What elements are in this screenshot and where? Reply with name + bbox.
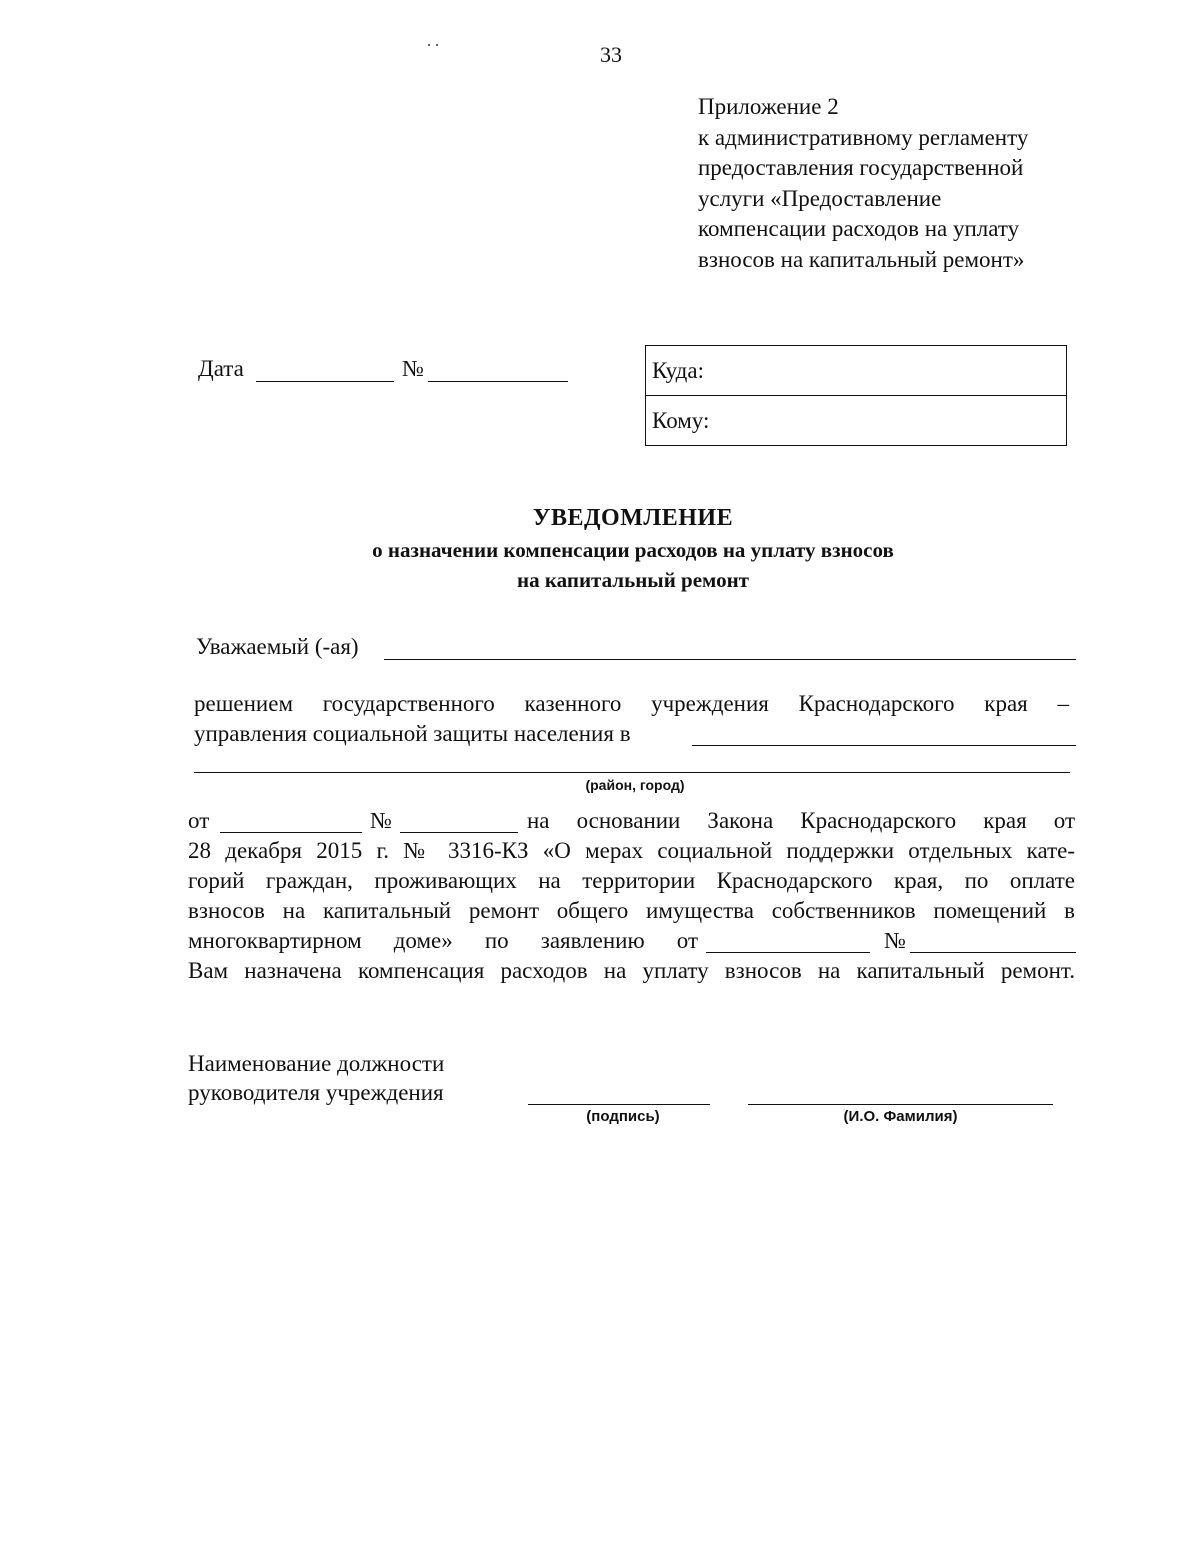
district-blank-field[interactable] [692, 745, 1076, 746]
to-whom-label: Кому: [652, 408, 710, 433]
date-label: Дата [198, 356, 244, 381]
salutation-label: Уважаемый (-ая) [196, 634, 359, 659]
address-box-divider [646, 395, 1066, 396]
scan-speck [428, 44, 430, 46]
appendix-line: взносов на капитальный ремонт» [698, 246, 1025, 272]
district-caption: (район, город) [585, 777, 685, 793]
document-subtitle-line: на капитальный ремонт [517, 568, 749, 592]
paragraph-line: 28 декабря 2015 г. № 3316-КЗ «О мерах социальной поддержки отдельных кате- [188, 838, 1075, 863]
paragraph-line: Вам назначена компенсация расходов на уплату взносов на капитальный ремонт. [188, 958, 1075, 983]
position-title-line: руководителя учреждения [188, 1080, 444, 1105]
position-title-line: Наименование должности [188, 1051, 445, 1076]
decision-number-label: № [370, 808, 392, 833]
from-label: от [188, 808, 210, 833]
application-number-label: № [884, 928, 906, 953]
appendix-line: к административному регламенту [698, 124, 1029, 150]
paragraph-line: горий граждан, проживающих на территории Краснодарского края, по оплате [188, 868, 1075, 893]
appendix-line: Приложение 2 [698, 94, 839, 119]
to-where-label: Куда: [652, 358, 704, 383]
full-name-blank-field[interactable] [748, 1104, 1053, 1105]
number-label: № [402, 356, 424, 381]
paragraph-line: взносов на капитальный ремонт общего имущества собственников помещений в [188, 898, 1075, 923]
document-subtitle-line: о назначении компенсации расходов на уплату взносов [372, 538, 894, 562]
decision-date-blank-field[interactable] [220, 832, 362, 833]
district-blank-field-continued[interactable] [194, 772, 1070, 773]
application-number-blank-field[interactable] [910, 952, 1076, 953]
decision-text-line: управления социальной защиты населения в [194, 721, 631, 746]
document-title: УВЕДОМЛЕНИЕ [532, 505, 734, 531]
decision-text-line: решением государственного казенного учреждения Краснодарского края – [194, 691, 1069, 716]
full-name-caption: (И.О. Фамилия) [843, 1108, 958, 1125]
scan-speck [436, 44, 438, 46]
address-box [645, 345, 1067, 446]
paragraph-line: многоквартирном доме» по заявлению от [188, 928, 698, 953]
appendix-line: компенсации расходов на уплату [698, 216, 1020, 241]
recipient-name-blank-field[interactable] [384, 659, 1076, 660]
signature-caption: (подпись) [586, 1108, 660, 1125]
appendix-line: услуги «Предоставление [698, 185, 942, 211]
signature-blank-field[interactable] [528, 1104, 710, 1105]
appendix-line: предоставления государственной [698, 155, 1024, 180]
number-blank-field[interactable] [428, 381, 568, 382]
application-date-blank-field[interactable] [706, 952, 870, 953]
basis-text: на основании Закона Краснодарского края от [527, 808, 1075, 833]
decision-number-blank-field[interactable] [400, 832, 518, 833]
appendix-block [698, 92, 1118, 275]
page-number: 33 [600, 42, 622, 67]
date-blank-field[interactable] [256, 381, 394, 382]
